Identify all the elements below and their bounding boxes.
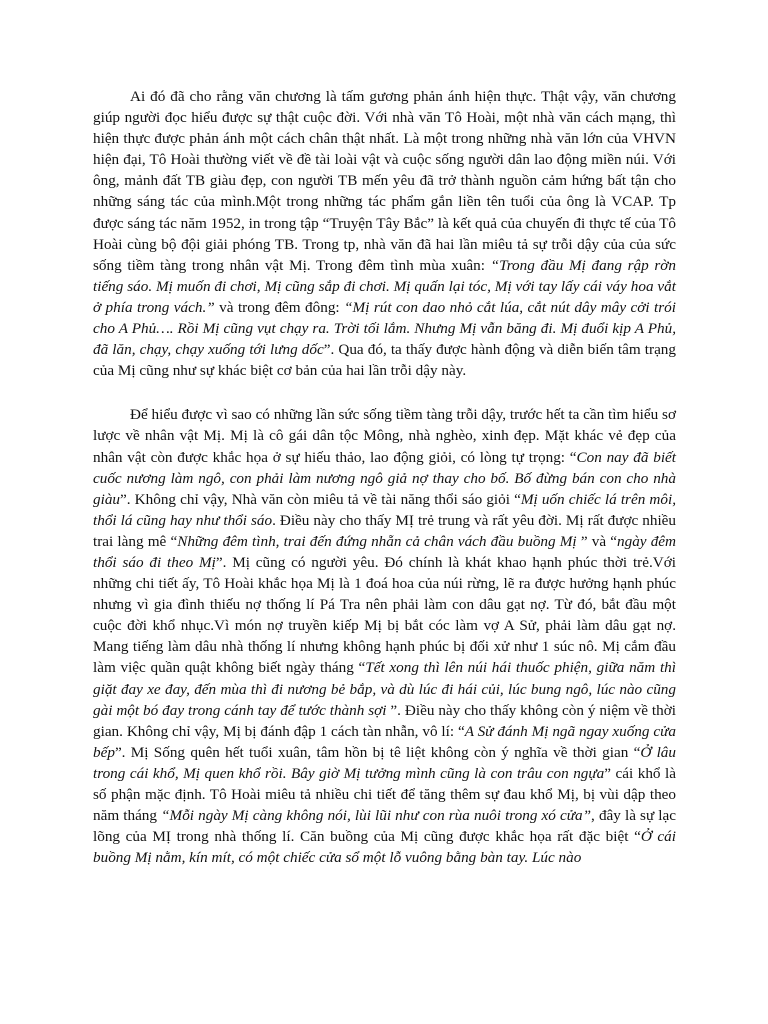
paragraph-character-analysis — [93, 404, 676, 868]
quote-text: Ở lâu trong cái khổ, Mị quen khổ rồi. Bây giờ Mị tưởng mình cũng là con trâu con ngựa — [93, 743, 676, 782]
quote-text: A Sử đánh Mị ngã ngay xuống cửa bếp — [93, 722, 676, 761]
body-text: ”. Không chỉ vậy, Nhà văn còn miêu tả về tài năng thổi sáo giỏi “ — [120, 490, 521, 508]
body-text: ”. Điều này cho thấy không còn ý niệm về thời gian. Không chỉ vậy, Mị bị đánh đập 1 cách tàn nhẫn, vô lí: “ — [93, 701, 676, 740]
quote-text: Con nay đã biết cuốc nương làm ngô, con phải làm nương ngô giả nợ thay cho bố. Bố đừng bán con cho nhà giàu — [93, 448, 676, 508]
body-text: ” và “ — [576, 532, 617, 550]
quote-text: Ở cái buồng Mị nằm, kín mít, có một chiếc cửa sổ một lỗ vuông bằng bàn tay. Lúc nào — [93, 828, 676, 867]
body-text: ” cái khổ là số phận mặc định. Tô Hoài miêu tả nhiều chi tiết để tăng thêm sự đau khổ Mị, bị vùi dập theo năm tháng — [93, 764, 676, 825]
body-text: Để hiểu được vì sao có những lần sức sống tiềm tàng trỗi dậy, trước hết ta cần tìm hiểu sơ lược về nhân vật Mị. Mị là cô gái dân tộc Mông, nhà nghèo, xinh đẹp. Mặt khác vẻ đẹp của nhân vật còn được khắc họa ở sự hiếu thảo, lao động giỏi, có lòng tự trọng: “ — [93, 406, 676, 466]
quote-text: Mị uốn chiếc lá trên môi, thổi lá cũng hay như thổi sáo — [93, 490, 676, 529]
quote-text: Những đêm tình, trai đến đứng nhẵn cả chân vách đầu buồng Mị — [177, 532, 577, 550]
quote-text: “Mị rút con dao nhỏ cắt lúa, cắt nút dây mây cởi trói cho A Phủ…. Rồi Mị cũng vụt chạy ra. Trời tối lắm. Nhưng Mị vẫn băng đi. Mị đuổi kịp A Phủ, đã lăn, chạy, chạy xuống tới lưng dốc — [93, 298, 676, 359]
quote-text: ngày đêm thổi sáo đi theo Mị — [93, 532, 676, 571]
quote-text: “Trong đầu Mị đang rập rờn tiếng sáo. Mị muốn đi chơi, Mị cũng sắp đi chơi. Mị quấn lại tóc, Mị với tay lấy cái váy hoa vắt ở phía trong vách.” — [93, 256, 676, 316]
paragraph-intro — [93, 86, 676, 381]
body-text: Ai đó đã cho rằng văn chương là tấm gương phản ánh hiện thực. Thật vậy, văn chương giúp người đọc hiểu được sự thật cuộc đời. Với nhà văn Tô Hoài, một nhà văn cách mạng, thì hiện thực được phản ánh một cách chân thật nhất. Là một trong những nhà văn lớn của VHVN hiện đại, Tô Hoài thường viết về đề tài loài vật và cuộc sống người dân lao động miền núi. Với ông, mảnh đất TB giàu đẹp, con người TB mến yêu đã trở thành nguồn cảm hứng bất tận cho những sáng tác của mình.Một trong những tác phẩm gắn liền tên tuổi của ông là VCAP. Tp được sáng tác năm 1952, in trong tập “Truyện Tây Bắc” là kết quả của chuyến đi thực tế của Tô Hoài cùng bộ đội giải phóng TB. Trong tp, nhà văn đã hai lần miêu tả sự trỗi dậy của của sức sống tiềm tàng trong nhân vật Mị. Trong đêm tình mùa xuân: — [93, 88, 676, 274]
quote-text: “Mỗi ngày Mị càng không nói, lùi lũi như con rùa nuôi trong xó cửa” — [161, 807, 592, 825]
body-text: , đây là sự lạc lõng của MỊ trong nhà thống lí. Căn buồng của Mị cũng được khắc họa rất đặc biệt “ — [93, 807, 676, 846]
body-text: ”. Mị Sống quên hết tuổi xuân, tâm hồn bị tê liệt không còn ý nghĩa về thời gian “ — [114, 743, 641, 761]
quote-text: Tết xong thì lên núi hái thuốc phiện, giữa năm thì giặt đay xe đay, đến mùa thì đi nương bẻ bắp, và dù lúc đi hái củi, lúc bung ngô, lúc nào cũng gài một bó đay trong cánh tay để tước thành sợi — [93, 659, 676, 719]
body-text: ”. Mị cũng có người yêu. Đó chính là khát khao hạnh phúc thời trẻ.Với những chi tiết ấy, Tô Hoài khắc họa Mị là 1 đoá hoa của núi rừng, lẽ ra được hưởng hạnh phúc nhưng vì gia đình thiếu nợ thống lí Pá Tra nên phải làm con dâu gạt nợ. Từ đó, bắt đầu một cuộc đời khổ nhục.Vì món nợ truyền kiếp Mị bị bắt cóc làm vợ A Sử, phải làm dâu gạt nợ. Mang tiếng làm dâu nhà thống lí nhưng không hạnh phúc bị đối xử như 1 súc nô. Mị cắm đầu làm việc quần quật không biết ngày tháng “ — [93, 553, 676, 677]
body-text: . Điều này cho thấy MỊ trẻ trung và rất yêu đời. Mị rất được nhiều trai làng mê “ — [93, 511, 676, 550]
body-text: ”. Qua đó, ta thấy được hành động và diễn biến tâm trạng của Mị cũng như sự khác biệt cơ bản của hai lần trỗi dậy này. — [93, 341, 676, 380]
body-text: và trong đêm đông: — [214, 298, 345, 316]
